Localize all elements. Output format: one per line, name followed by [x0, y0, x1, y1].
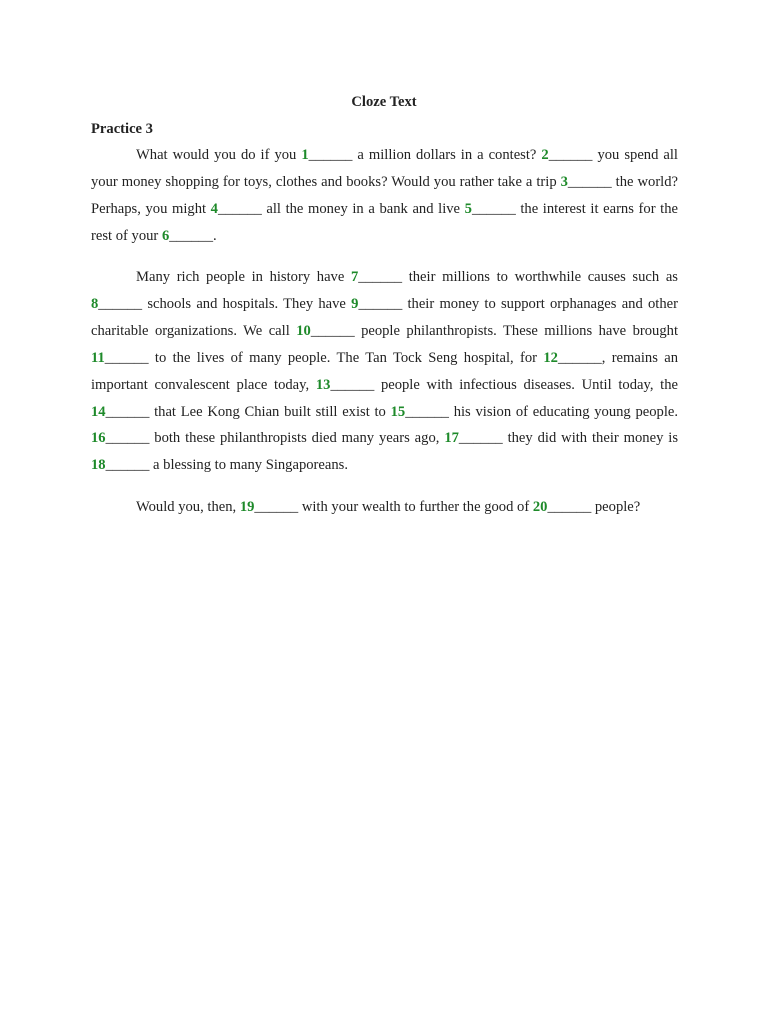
- text-run: ______ schools and hospitals. They have: [98, 295, 352, 312]
- paragraph-3: [91, 494, 678, 521]
- text-run: ______ with your wealth to further the good of: [254, 499, 533, 515]
- blank-number-2: 2: [541, 147, 549, 163]
- blank-number-17: 17: [444, 430, 459, 447]
- text-run: ______ both these philanthropists died many years ago,: [105, 430, 445, 447]
- text-run: ______ to the lives of many people. The Tan Tock Seng hospital, for: [104, 349, 544, 366]
- blank-number-18: 18: [91, 457, 106, 474]
- blank-number-19: 19: [239, 499, 255, 515]
- blank-number-12: 12: [543, 349, 558, 366]
- text-run: ______.: [169, 227, 217, 244]
- blank-number-1: 1: [301, 147, 309, 163]
- blank-number-8: 8: [91, 295, 99, 312]
- text-run: ______ their money to support orphanages and other charitable organizations. We call: [91, 295, 678, 339]
- blank-number-14: 14: [91, 403, 106, 420]
- text-run: Many rich people in history have: [136, 269, 351, 285]
- blank-number-6: 6: [161, 227, 170, 244]
- practice-heading: Practice 3: [91, 121, 153, 137]
- text-run: ______ people philanthropists. These millions have brought: [310, 322, 678, 339]
- text-run: ______ they did with their money is: [458, 430, 678, 447]
- text-run: What would you do if you: [136, 147, 302, 163]
- text-run: ______ all the money in a bank and live: [217, 200, 465, 217]
- text-run: ______ people with infectious diseases. Until today, the: [330, 376, 679, 393]
- text-run: ______ the interest it earns for the rest of your: [91, 200, 679, 244]
- document-title: Cloze Text: [351, 94, 417, 110]
- blank-number-7: 7: [350, 269, 359, 285]
- text-run: ______ his vision of educating young people.: [405, 403, 678, 420]
- text-run: ______, remains an important convalescent place today,: [91, 349, 678, 393]
- blank-number-13: 13: [315, 376, 331, 393]
- blank-number-9: 9: [351, 295, 359, 312]
- text-run: ______ that Lee Kong Chian built still exist to: [105, 403, 391, 420]
- text-run: ______ a blessing to many Singaporeans.: [105, 457, 348, 474]
- paragraph-1: [91, 142, 678, 250]
- blank-number-5: 5: [464, 200, 472, 217]
- blank-number-4: 4: [210, 200, 218, 217]
- text-run: ______ people?: [547, 499, 641, 515]
- text-run: ______ the world? Perhaps, you might: [91, 173, 679, 217]
- blank-number-3: 3: [560, 173, 568, 190]
- blank-number-11: 11: [91, 349, 105, 366]
- blank-number-10: 10: [296, 322, 311, 339]
- paragraph-2: [91, 264, 678, 479]
- text-run: ______ their millions to worthwhile causes such as: [358, 269, 678, 285]
- blank-number-20: 20: [532, 499, 548, 515]
- text-run: Would you, then,: [136, 499, 240, 515]
- text-run: ______ you spend all your money shopping for toys, clothes and books? Would you rather take a trip: [91, 147, 678, 190]
- blank-number-16: 16: [91, 430, 106, 447]
- text-run: ______ a million dollars in a contest?: [308, 147, 542, 163]
- blank-number-15: 15: [390, 403, 406, 420]
